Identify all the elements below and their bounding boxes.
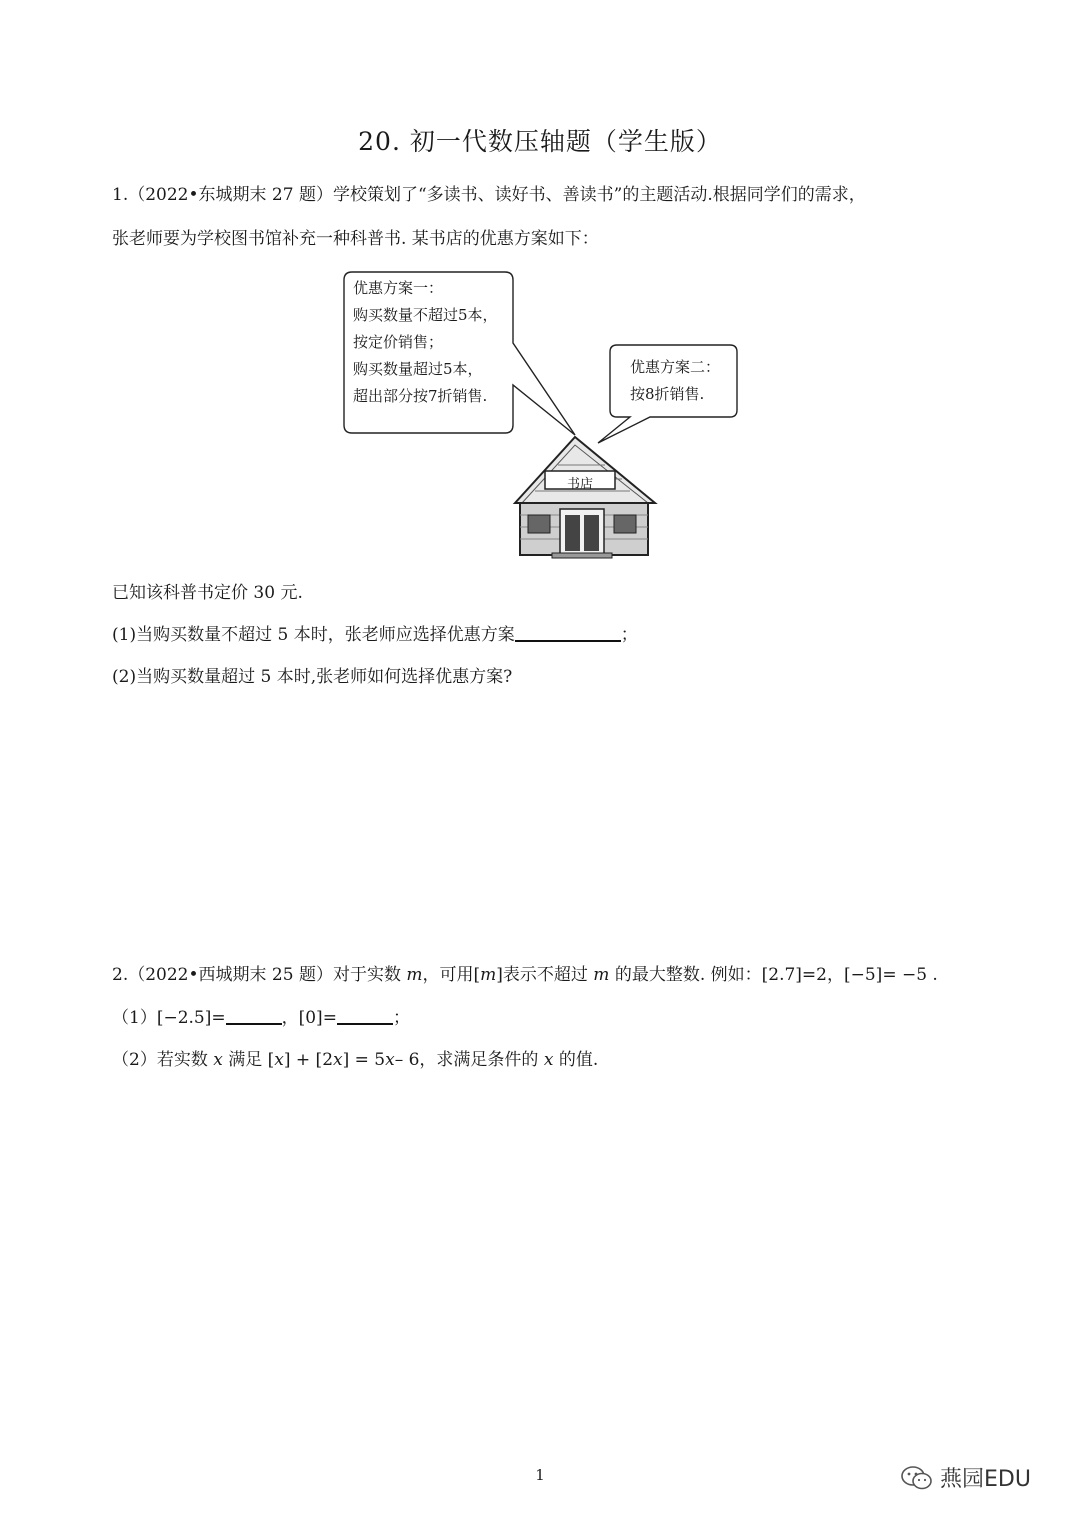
q1-line2: 张老师要为学校图书馆补充一种科普书. 某书店的优惠方案如下： [112, 229, 599, 249]
var-m: m [593, 965, 610, 985]
q2-text: – 6，求满足条件的 [394, 1050, 544, 1070]
q2-part1-end: ； [392, 1008, 410, 1028]
q2-part2 [112, 1045, 598, 1070]
watermark [900, 1462, 1031, 1493]
q2-text: （2）若实数 [112, 1050, 214, 1070]
var-x: x [385, 1050, 395, 1070]
plan1-line: 购买数量不超过5本， [353, 306, 498, 324]
var-m: m [406, 965, 423, 985]
q2-part1-text: （1）[−2.5]= [112, 1008, 226, 1028]
var-x: x [274, 1050, 284, 1070]
q2-text: 2.（2022•西城期末 25 题）对于实数 [112, 965, 407, 985]
plan1-line: 超出部分按7折销售. [353, 387, 488, 405]
var-x: x [333, 1050, 343, 1070]
watermark-text: 燕园EDU [940, 1467, 1031, 1492]
plan2-line: 按8折销售. [630, 385, 705, 403]
bookshop-house [515, 437, 655, 558]
plan2-text [630, 354, 720, 408]
shop-sign: 书店 [566, 477, 593, 492]
q1-part1-text: (1)当购买数量不超过 5 本时，张老师应选择优惠方案 [112, 625, 515, 645]
q2-part1 [112, 1003, 410, 1028]
plan1-line: 优惠方案一： [353, 279, 444, 297]
q1-known-price: 已知该科普书定价 30 元. [112, 583, 303, 603]
q2-text: ，可用[ [422, 965, 481, 985]
q2-text: 的值. [553, 1050, 599, 1070]
q2-line1 [112, 960, 938, 985]
q2-text: ] + [2 [283, 1050, 334, 1070]
answer-blank[interactable] [337, 1007, 393, 1025]
var-x: x [213, 1050, 223, 1070]
q2-text: ]表示不超过 [496, 965, 594, 985]
answer-blank[interactable] [226, 1007, 282, 1025]
plan2-line: 优惠方案二： [630, 358, 721, 376]
plan1-line: 购买数量超过5本， [353, 360, 483, 378]
q1-part2: (2)当购买数量超过 5 本时,张老师如何选择优惠方案? [112, 667, 513, 687]
answer-blank[interactable] [515, 624, 621, 642]
var-x: x [543, 1050, 554, 1070]
var-m: m [480, 965, 497, 985]
q1-part1 [112, 620, 638, 645]
q2-text: 的最大整数. 例如：[2.7]=2，[−5]= −5 . [609, 965, 938, 985]
q2-part1-text: ，[0]= [281, 1008, 337, 1028]
q1-part1-end: ； [620, 625, 638, 645]
page-number: 1 [535, 1466, 545, 1484]
q1-line1: 1.（2022•东城期末 27 题）学校策划了“多读书、读好书、善读书”的主题活动.根据同学们的需求， [112, 185, 866, 205]
page-title: 20. 初一代数压轴题（学生版） [358, 127, 722, 156]
plan1-text [353, 275, 498, 410]
plan1-line: 按定价销售； [353, 333, 444, 351]
q2-text: 满足 [ [222, 1050, 275, 1070]
wechat-icon [900, 1465, 934, 1491]
q2-text: ] = 5 [342, 1050, 386, 1070]
